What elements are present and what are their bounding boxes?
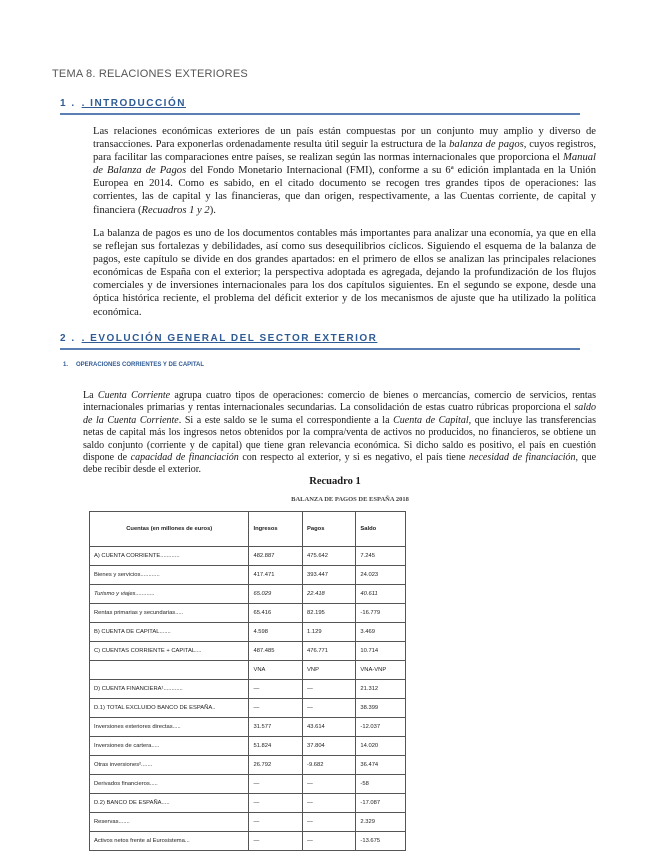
row-label-cell	[90, 661, 249, 680]
table-row	[90, 718, 406, 737]
table-row	[90, 566, 406, 585]
value-cell: 82.195	[303, 604, 356, 623]
text-run: del Fondo Monetario Internacional (FMI), conforme a su 6ª edición implantada en la Unión Europea en 2014. Como es sabido, en el citado documento se recogen tres grandes tipos de operaciones: las corrientes, las de capital y las financieras, que dan origen, respectivamente, a las Cuentas corriente, de capital y financiera (	[93, 165, 597, 216]
value-cell: 38.399	[356, 699, 406, 718]
value-cell: 31.577	[249, 718, 303, 737]
row-label-cell: Rentas primarias y secundarias.....	[90, 604, 249, 623]
row-label-cell: Activos netos frente al Eurosistema...	[90, 832, 249, 851]
value-cell: -16.779	[356, 604, 406, 623]
section-title: . INTRODUCCIÓN	[81, 98, 186, 109]
value-cell: 1.129	[303, 623, 356, 642]
chapter-heading: TEMA 8. RELACIONES EXTERIORES	[52, 68, 248, 80]
row-label-cell: Inversiones exteriores directas.....	[90, 718, 249, 737]
value-cell: 417.471	[249, 566, 303, 585]
value-cell: Ingresos	[249, 512, 303, 547]
table-row	[90, 756, 406, 775]
value-cell: 2.329	[356, 813, 406, 832]
value-cell: -13.675	[356, 832, 406, 851]
recuadro-label: Recuadro 1	[309, 476, 361, 487]
section-number: 1 .	[60, 98, 76, 109]
text-run: con respecto al exterior, y si es negativo, el país tiene	[238, 452, 470, 464]
table-row	[90, 775, 406, 794]
value-cell: 26.792	[249, 756, 303, 775]
value-cell: 482.887	[249, 547, 303, 566]
value-cell: -12.037	[356, 718, 406, 737]
value-cell: —	[303, 680, 356, 699]
value-cell: 4.598	[249, 623, 303, 642]
value-cell: Pagos	[303, 512, 356, 547]
value-cell: —	[303, 775, 356, 794]
section-introduccion-heading	[60, 98, 580, 115]
text-run: La	[83, 390, 98, 401]
table-row	[90, 699, 406, 718]
row-label-cell: Reservas.......	[90, 813, 249, 832]
text-run-italic: balanza de pagos	[449, 139, 524, 151]
value-cell: 40.611	[356, 585, 406, 604]
balanza-de-pagos-table	[89, 511, 406, 851]
value-cell: 21.312	[356, 680, 406, 699]
text-run: , que debe recibir desde el exterior.	[83, 452, 597, 476]
text-run: agrupa cuatro tipos de operaciones: comercio de bienes o mercancías, comercio de servicios, rentas internacionales primarias y rentas internacionales secundarias. La consolidación de estas cuatro rúbricas proporciona el	[83, 390, 596, 414]
value-cell: —	[249, 699, 303, 718]
value-cell: —	[303, 813, 356, 832]
table-row	[90, 813, 406, 832]
text-run-italic: capacidad de financiación	[130, 452, 239, 464]
value-cell: Saldo	[356, 512, 406, 547]
table-row	[90, 604, 406, 623]
value-cell: 10.714	[356, 642, 406, 661]
value-cell: -9.682	[303, 756, 356, 775]
cuenta-corriente-paragraph	[83, 390, 596, 477]
row-label-cell: A) CUENTA CORRIENTE............	[90, 547, 249, 566]
value-cell: 393.447	[303, 566, 356, 585]
text-run: ).	[209, 204, 216, 216]
value-cell: 36.474	[356, 756, 406, 775]
row-label-cell: Otras inversiones².......	[90, 756, 249, 775]
value-cell: 65.416	[249, 604, 303, 623]
value-cell: 22.418	[303, 585, 356, 604]
text-run: Las relaciones económicas exteriores de un país están compuestas por un conjunto muy amplio y diverso de transacciones. Para exponerlas ordenadamente resulta útil seguir la estructura de la	[93, 126, 596, 151]
table-row	[90, 680, 406, 699]
value-cell: —	[249, 794, 303, 813]
intro-paragraph-2: La balanza de pagos es uno de los documentos contables más importantes para analizar una economía, ya que en ella se reflejan sus fortalezas y debilidades, así como sus desequilibrios cíclicos. Siguiendo el esquema de la balanza de pagos, este capítulo se divide en dos grandes apartados: en el primero de ellos se analizan las principales relaciones económicas de España con el exterior; la perspectiva adoptada es agregada, dejando la profundización de los flujos comerciales y de inversiones internacionales para los dos capítulos siguientes. En el segundo se expone, desde una óptica histórica reciente, el problema del déficit exterior y de los mecanismos de ajuste que ha utilizado la política económica.	[93, 228, 596, 318]
value-cell: 43.614	[303, 718, 356, 737]
value-cell: —	[303, 699, 356, 718]
value-cell: 475.642	[303, 547, 356, 566]
subsection-number: 1.	[63, 362, 69, 368]
table-row	[90, 642, 406, 661]
value-cell: 51.824	[249, 737, 303, 756]
value-cell: 7.245	[356, 547, 406, 566]
value-cell: 14.020	[356, 737, 406, 756]
text-run-italic: Recuadros 1 y 2	[141, 204, 210, 216]
subsection-title: OPERACIONES CORRIENTES Y DE CAPITAL	[76, 362, 205, 368]
intro-paragraph-1	[93, 125, 596, 217]
text-run-italic: Manual de Balanza de Pagos	[93, 152, 596, 177]
value-cell: 65.029	[249, 585, 303, 604]
value-cell: 24.023	[356, 566, 406, 585]
row-label-cell: Turismo y viajes............	[90, 585, 249, 604]
value-cell: —	[249, 832, 303, 851]
row-label-cell: D) CUENTA FINANCIERA¹............	[90, 680, 249, 699]
value-cell: —	[303, 832, 356, 851]
row-label-cell: Bienes y servicios............	[90, 566, 249, 585]
row-label-cell: C) CUENTAS CORRIENTE + CAPITAL....	[90, 642, 249, 661]
table-row	[90, 547, 406, 566]
value-cell: —	[249, 680, 303, 699]
section-number: 2 .	[60, 333, 76, 344]
text-run: , que incluye las transferencias netas de capital más los ingresos netos obtenidos por la compra/venta de activos no producidos, no financieros, se obtiene un saldo conjunto (corriente y de capital) que tiene gran relevancia económica. Si dicho saldo es positivo, el país en cuestión dispone de	[83, 414, 596, 464]
row-label-cell: Cuentas (en millones de euros)	[90, 512, 249, 547]
text-run-italic: necesidad de financiación	[469, 452, 576, 464]
value-cell: —	[249, 813, 303, 832]
value-cell: —	[303, 794, 356, 813]
value-cell: 3.469	[356, 623, 406, 642]
text-run: , cuyos registros, para facilitar las comparaciones entre países, se realizan según las normas internacionales que proporciona el	[93, 139, 597, 164]
text-run-italic: Cuenta de Capital	[393, 414, 469, 426]
section-evolucion-heading	[60, 333, 580, 350]
value-cell: VNP	[303, 661, 356, 680]
row-label-cell: D.1) TOTAL EXCLUIDO BANCO DE ESPAÑA..	[90, 699, 249, 718]
value-cell: 37.804	[303, 737, 356, 756]
value-cell: -58	[356, 775, 406, 794]
table-row	[90, 737, 406, 756]
row-label-cell: B) CUENTA DE CAPITAL.......	[90, 623, 249, 642]
text-run-italic: Cuenta Corriente	[97, 390, 171, 401]
value-cell: -17.087	[356, 794, 406, 813]
table-row	[90, 661, 406, 680]
value-cell: 487.485	[249, 642, 303, 661]
table-row	[90, 794, 406, 813]
row-label-cell: D.2) BANCO DE ESPAÑA.....	[90, 794, 249, 813]
value-cell: 476.771	[303, 642, 356, 661]
row-label-cell: Derivados financieros.....	[90, 775, 249, 794]
text-run: . Si a este saldo se le suma el correspondiente a la	[178, 414, 394, 426]
subsection-heading	[63, 362, 204, 368]
table-header-row	[90, 512, 406, 547]
value-cell: VNA-VNP	[356, 661, 406, 680]
section-title: . EVOLUCIÓN GENERAL DEL SECTOR EXTERIOR	[81, 333, 378, 344]
text-run-italic: saldo de la Cuenta Corriente	[83, 402, 596, 426]
value-cell: —	[249, 775, 303, 794]
table-caption: BALANZA DE PAGOS DE ESPAÑA 2018	[291, 496, 409, 503]
row-label-cell: Inversiones de cartera.....	[90, 737, 249, 756]
table-row	[90, 585, 406, 604]
table-row	[90, 623, 406, 642]
value-cell: VNA	[249, 661, 303, 680]
